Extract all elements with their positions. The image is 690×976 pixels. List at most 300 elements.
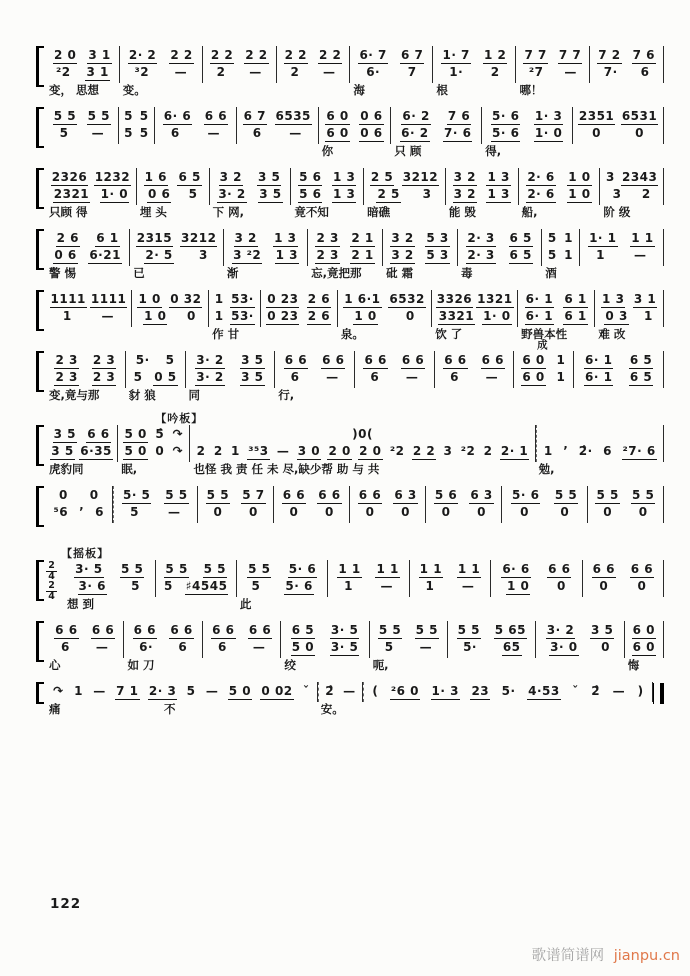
measure-notes [46, 425, 118, 462]
note-group: 2321 [53, 187, 90, 201]
voice2-row [330, 578, 406, 595]
note-group: 2 3 [55, 353, 78, 367]
voice1-row [205, 47, 274, 64]
note-group: 2 0 [328, 444, 351, 458]
lyrics-row [588, 523, 664, 538]
note-group: 2 6 [56, 231, 79, 245]
note-group: — [174, 65, 188, 79]
note-group: 3· 6 [78, 579, 106, 593]
voice2-row [48, 186, 134, 203]
note-group: 6 1 [96, 231, 119, 245]
note-group: 2 5 [377, 187, 400, 201]
note-group: ’ [563, 444, 569, 458]
note-group: 6 [370, 370, 380, 384]
lyrics-row [155, 144, 237, 159]
measure-strip [46, 46, 664, 98]
note-group: 6· 6 [502, 562, 530, 576]
note-group: 5· [463, 640, 477, 654]
system-bracket [36, 351, 45, 392]
note-group: 1· 0 [483, 309, 511, 323]
measure-notes [120, 46, 203, 83]
voice2-row [518, 64, 587, 81]
measure-notes [126, 351, 186, 388]
voice2-row [48, 504, 110, 521]
lyrics-row [261, 327, 338, 342]
voice2-row [120, 443, 187, 460]
note-group: 1 6·1 [344, 292, 381, 306]
lyrics-row: 得, [485, 144, 502, 158]
measure-notes [446, 168, 519, 205]
voice2-row [277, 369, 352, 386]
lyrics-row: 毒 [460, 266, 473, 280]
measure [203, 46, 277, 98]
note-group: 7 7 [524, 48, 547, 62]
lyrics-row: 绞 [284, 658, 296, 672]
note-group: 5· 6 [491, 109, 520, 123]
note-group: 2̂· [578, 444, 593, 458]
note-group: 6 6 [248, 623, 272, 637]
note-group: 5· 6 [285, 579, 313, 593]
note-group: 1 [74, 684, 83, 698]
note-group: 3 2 [234, 231, 257, 245]
note-group: 1 0 [568, 187, 591, 201]
voice1-row [434, 291, 515, 308]
voice1-row [435, 47, 513, 64]
note-group: ↷ [53, 684, 64, 698]
lyrics-row: 你 [321, 144, 334, 158]
voice2-row [437, 369, 512, 386]
measure [338, 290, 432, 342]
measure-notes [155, 107, 237, 144]
measure-notes [516, 46, 590, 83]
note-group: 1· 7 [442, 48, 470, 62]
note-group: 1 3 [275, 248, 298, 262]
note-group: — [323, 65, 336, 79]
note-group: 6 6 [358, 488, 382, 502]
voice2-row [276, 504, 347, 521]
note-group: 0 [289, 505, 299, 519]
note-group: 0 32 [170, 292, 202, 306]
voice1-row [66, 561, 153, 578]
note-group: 6· 1 [525, 309, 554, 323]
note-group: 2 5 [370, 170, 394, 184]
lyrics-row: 根 [436, 83, 448, 97]
lyrics-row: 暗礁 [367, 205, 391, 219]
note-group: 6 [170, 126, 180, 140]
lyrics-row: 阶 级 [603, 205, 631, 219]
measure-notes [156, 560, 237, 597]
note-group: 1 [231, 444, 240, 458]
note-group: 1 1 [338, 562, 361, 576]
note-group: 0 [603, 505, 613, 519]
voice1-row [366, 683, 650, 700]
time-signature-fraction: $\frac{2}{4}$ [46, 561, 57, 581]
voice2-row [310, 247, 380, 264]
voice2-row [293, 186, 361, 203]
staff-line [36, 486, 664, 538]
measure-notes [261, 290, 338, 327]
note-group: 7 6 [447, 109, 471, 123]
note-group: — [564, 65, 577, 79]
note-group: 5 5 [554, 488, 578, 502]
note-group: 2 3 [92, 370, 116, 384]
voice1-row [448, 169, 516, 186]
note-group: 2̂ [591, 684, 601, 698]
note-group: 5 5 [203, 562, 226, 576]
voice1-row [340, 291, 429, 308]
note-group: 5 5 [415, 623, 438, 637]
note-group: 2 1 [351, 248, 374, 262]
voice1-row [310, 230, 380, 247]
measure-notes [318, 682, 363, 702]
measure [156, 560, 237, 612]
note-group: 2 2 [245, 48, 268, 62]
note-group: — [95, 640, 109, 654]
voice2-row [352, 64, 430, 81]
measure [491, 560, 583, 612]
measure-notes [519, 168, 601, 205]
note-group: 0 [325, 505, 334, 519]
measure [274, 486, 350, 538]
measure [595, 290, 664, 342]
measure-notes [46, 621, 124, 658]
note-group: ²7 [528, 65, 544, 79]
measure [203, 621, 281, 673]
lyrics-row: 渐 [226, 266, 239, 280]
note-group: 6·35 [80, 444, 112, 458]
note-group: 6 6 [212, 623, 235, 637]
note-group: 6 [95, 505, 105, 519]
measure-notes [281, 621, 369, 658]
note-group: 3212 [181, 231, 217, 245]
system-bracket [36, 46, 45, 87]
measure-notes [536, 425, 664, 462]
measure [350, 486, 426, 538]
note-group: 7 2 [598, 48, 621, 62]
note-group: 2 2 [284, 48, 307, 62]
voice1-row [520, 291, 592, 308]
note-group: 0 [365, 505, 375, 519]
note-group: 3· 5 [75, 562, 103, 576]
voice1-row [321, 108, 389, 125]
measure-notes [46, 46, 120, 83]
note-group: — [419, 640, 433, 654]
voice2-row [602, 186, 661, 203]
note-group: 2 3 [55, 370, 78, 384]
note-group: 3 [605, 170, 615, 184]
note-group: 2· 1 [500, 444, 529, 458]
measure-notes [209, 290, 261, 327]
measure [432, 290, 518, 342]
note-group: 2 2 [319, 48, 342, 62]
voice1-row [200, 487, 271, 504]
watermark-site-name: 歌谱简谱网 [531, 948, 605, 964]
note-group: 0 [186, 309, 196, 323]
measure [410, 560, 491, 612]
note-group: 6 [61, 640, 70, 654]
note-group: 3 [612, 187, 622, 201]
measure-notes [370, 621, 448, 658]
measure [237, 560, 329, 612]
voice2-row [212, 186, 289, 203]
watermark [532, 944, 680, 965]
voice1-row [352, 47, 430, 64]
note-group: 1 3 [274, 231, 297, 245]
voice2-row [205, 639, 278, 656]
measure-notes [274, 486, 350, 523]
measure-notes [458, 229, 542, 266]
lyrics-row: 难 改 [598, 327, 626, 341]
lyrics-row [328, 597, 409, 612]
measure [155, 107, 237, 159]
measure [328, 560, 409, 612]
note-group: 6 0 [326, 126, 349, 140]
note-group: 5· 6 [288, 562, 317, 576]
note-group: 1 1 [457, 562, 481, 576]
voice1-row [48, 352, 123, 369]
note-group: 6 6 [87, 427, 110, 441]
note-group: 0 [635, 126, 644, 140]
note-group: — [405, 370, 419, 384]
lyrics-row: 眠, [121, 462, 138, 476]
voice2-row [539, 443, 661, 460]
measure-notes [482, 107, 573, 144]
voice1-row [48, 230, 127, 247]
measure [64, 560, 156, 612]
measure-notes [137, 168, 210, 205]
voice1-row [48, 108, 116, 125]
voice2-row [412, 578, 488, 595]
note-group: 3 2 [453, 187, 476, 201]
system-bracket [36, 425, 45, 466]
measure-notes [291, 168, 364, 205]
measure [118, 425, 190, 477]
lyrics-row [46, 144, 119, 159]
measure [519, 168, 601, 220]
note-group: 53· [231, 292, 254, 306]
note-group: 5 [163, 579, 173, 593]
note-group: ) [637, 684, 644, 698]
note-group: 5 5 [248, 562, 271, 576]
lyrics-row: 竟不知 [294, 205, 329, 219]
note-group: 6 [640, 65, 650, 79]
measure [600, 168, 664, 220]
voice1-row [592, 47, 661, 64]
lyrics-row [119, 144, 155, 159]
note-group: 6 7 [243, 109, 266, 123]
note-group: 1 2 [484, 48, 507, 62]
measure [210, 168, 292, 220]
note-group: 6·21 [89, 248, 121, 262]
lyrics-row: 变， 思想 [49, 83, 100, 97]
note-group: 2 0 [359, 444, 382, 458]
voice1-row [575, 108, 661, 125]
voice2-row [126, 639, 199, 656]
lyrics-row: 安。 [320, 702, 344, 716]
note-group: 2 6 [307, 292, 331, 306]
measure [318, 682, 363, 717]
note-group: 3 5 [259, 187, 282, 201]
voice2-row [357, 369, 432, 386]
lyrics-row [156, 597, 237, 612]
note-group: 7 7 [558, 48, 582, 62]
note-group: 1111 [90, 292, 127, 306]
note-group: 2 [641, 187, 651, 201]
system-bracket [36, 168, 45, 209]
lyrics-row: 能 毁 [448, 205, 476, 219]
lyrics-row [514, 388, 574, 403]
note-group: — [289, 126, 302, 140]
voice1-row [516, 352, 571, 369]
note-group: — [168, 505, 181, 519]
voice2-row [139, 186, 207, 203]
measure-notes [64, 560, 156, 597]
voice2-row [585, 578, 661, 595]
lyrics-row: 勉, [538, 462, 555, 476]
note-group: 5 3 [426, 248, 449, 262]
note-group: — [485, 370, 499, 384]
note-group: 3 [198, 248, 208, 262]
measure [625, 621, 664, 673]
measure [355, 351, 435, 403]
voice2-row [592, 64, 661, 81]
measure [319, 107, 392, 159]
voice1-row [48, 426, 115, 443]
note-group: 1 0 [138, 292, 161, 306]
note-group: 5 5 [378, 623, 402, 637]
note-group: 2 2 [210, 48, 234, 62]
note-group: 6 [217, 640, 227, 654]
measure-notes [514, 351, 574, 388]
voice1-row [393, 108, 479, 125]
note-group: 5 5 [457, 623, 480, 637]
lyrics-row [426, 523, 502, 538]
note-group: ³2 [134, 65, 150, 79]
note-group: 0 6 [360, 126, 383, 140]
measure-notes [491, 560, 583, 597]
note-group: 3· 2 [546, 623, 575, 637]
voice2-row [321, 125, 389, 142]
note-group: 1 [344, 579, 354, 593]
voice1-row [590, 487, 661, 504]
voice2-row [597, 308, 661, 325]
system-bracket [36, 290, 45, 331]
measure-notes [410, 560, 491, 597]
voice1-row [585, 561, 661, 578]
measure [580, 229, 664, 281]
note-group: 5 [133, 370, 143, 384]
note-group: 0 6 [147, 187, 171, 201]
note-group: 6· 1 [525, 292, 554, 306]
note-group: 6532 [389, 292, 425, 306]
measure [113, 486, 199, 538]
voice1-row [504, 487, 585, 504]
system-bracket [36, 229, 45, 270]
score-area [36, 46, 664, 726]
note-group: 1· 1 [589, 231, 617, 245]
lyrics-row: 虎豹同 [49, 462, 84, 476]
measure-notes [583, 560, 664, 597]
note-group: 5 [139, 109, 149, 123]
note-group: 5 5 [165, 488, 188, 502]
measure-notes [518, 290, 595, 327]
lyrics-row [113, 523, 199, 538]
measure-notes [132, 290, 209, 327]
voice2-row [576, 369, 661, 386]
voice1-row [385, 230, 455, 247]
note-group: 6 6 [444, 353, 467, 367]
voice1-row [48, 169, 134, 186]
note-group: 6· [366, 65, 381, 79]
staff-line [36, 560, 664, 612]
voice1-row [239, 108, 316, 125]
measure [536, 425, 664, 477]
note-group: 1 [214, 292, 224, 306]
note-group: — [276, 444, 290, 458]
note-group: 6 [603, 444, 613, 458]
note-group: 3 1 [88, 48, 111, 62]
note-group: 2̂ [325, 684, 335, 698]
note-group: 3· 5 [330, 623, 359, 637]
measure-notes [448, 621, 536, 658]
note-group: ²6 0 [390, 684, 419, 698]
note-group: 2 2 [412, 444, 436, 458]
voice2-row [48, 369, 123, 386]
note-group: 0 6 [54, 248, 77, 262]
lyrics-row: 酒 [545, 266, 557, 280]
voice1-row [48, 683, 315, 700]
note-group: 7· [603, 65, 618, 79]
note-group: 1· 0 [100, 187, 129, 201]
measure [261, 290, 338, 342]
note-group: 6 5 [629, 353, 653, 367]
lyrics-row: 如 刀 [127, 658, 155, 672]
voice1-row [279, 47, 348, 64]
lyrics-row [583, 597, 664, 612]
measure [350, 46, 433, 98]
note-group: 1 [425, 579, 435, 593]
note-group: 6531 [621, 109, 658, 123]
measure [137, 168, 210, 220]
lyrics-row: 行, [278, 388, 295, 402]
measure-notes [46, 229, 130, 266]
system-bracket [36, 486, 45, 527]
note-group: 6 6 [630, 562, 654, 576]
note-group: 1 1 [376, 562, 399, 576]
note-group: 3 1 [86, 65, 109, 79]
note-group: 6 5 [629, 370, 653, 384]
voice2-row [366, 186, 443, 203]
note-group: 0 3 [605, 309, 628, 323]
measure [573, 107, 664, 159]
voice1-row [48, 622, 121, 639]
score-system [36, 412, 664, 477]
voice2-row [263, 308, 335, 325]
measure-notes [573, 107, 664, 144]
voice1-row [188, 352, 273, 369]
measure [502, 486, 588, 538]
voice2-row [493, 578, 580, 595]
lyrics-row: 埋 头 [139, 205, 167, 219]
measure [46, 486, 113, 538]
note-group: 0 [405, 309, 415, 323]
watermark-site-url[interactable]: jianpu.cn [613, 948, 680, 964]
note-group: 0 [441, 505, 451, 519]
voice1-row [450, 622, 533, 639]
note-group: 6 5 [509, 231, 532, 245]
note-group: 1· 3 [431, 684, 459, 698]
measure [583, 560, 664, 612]
